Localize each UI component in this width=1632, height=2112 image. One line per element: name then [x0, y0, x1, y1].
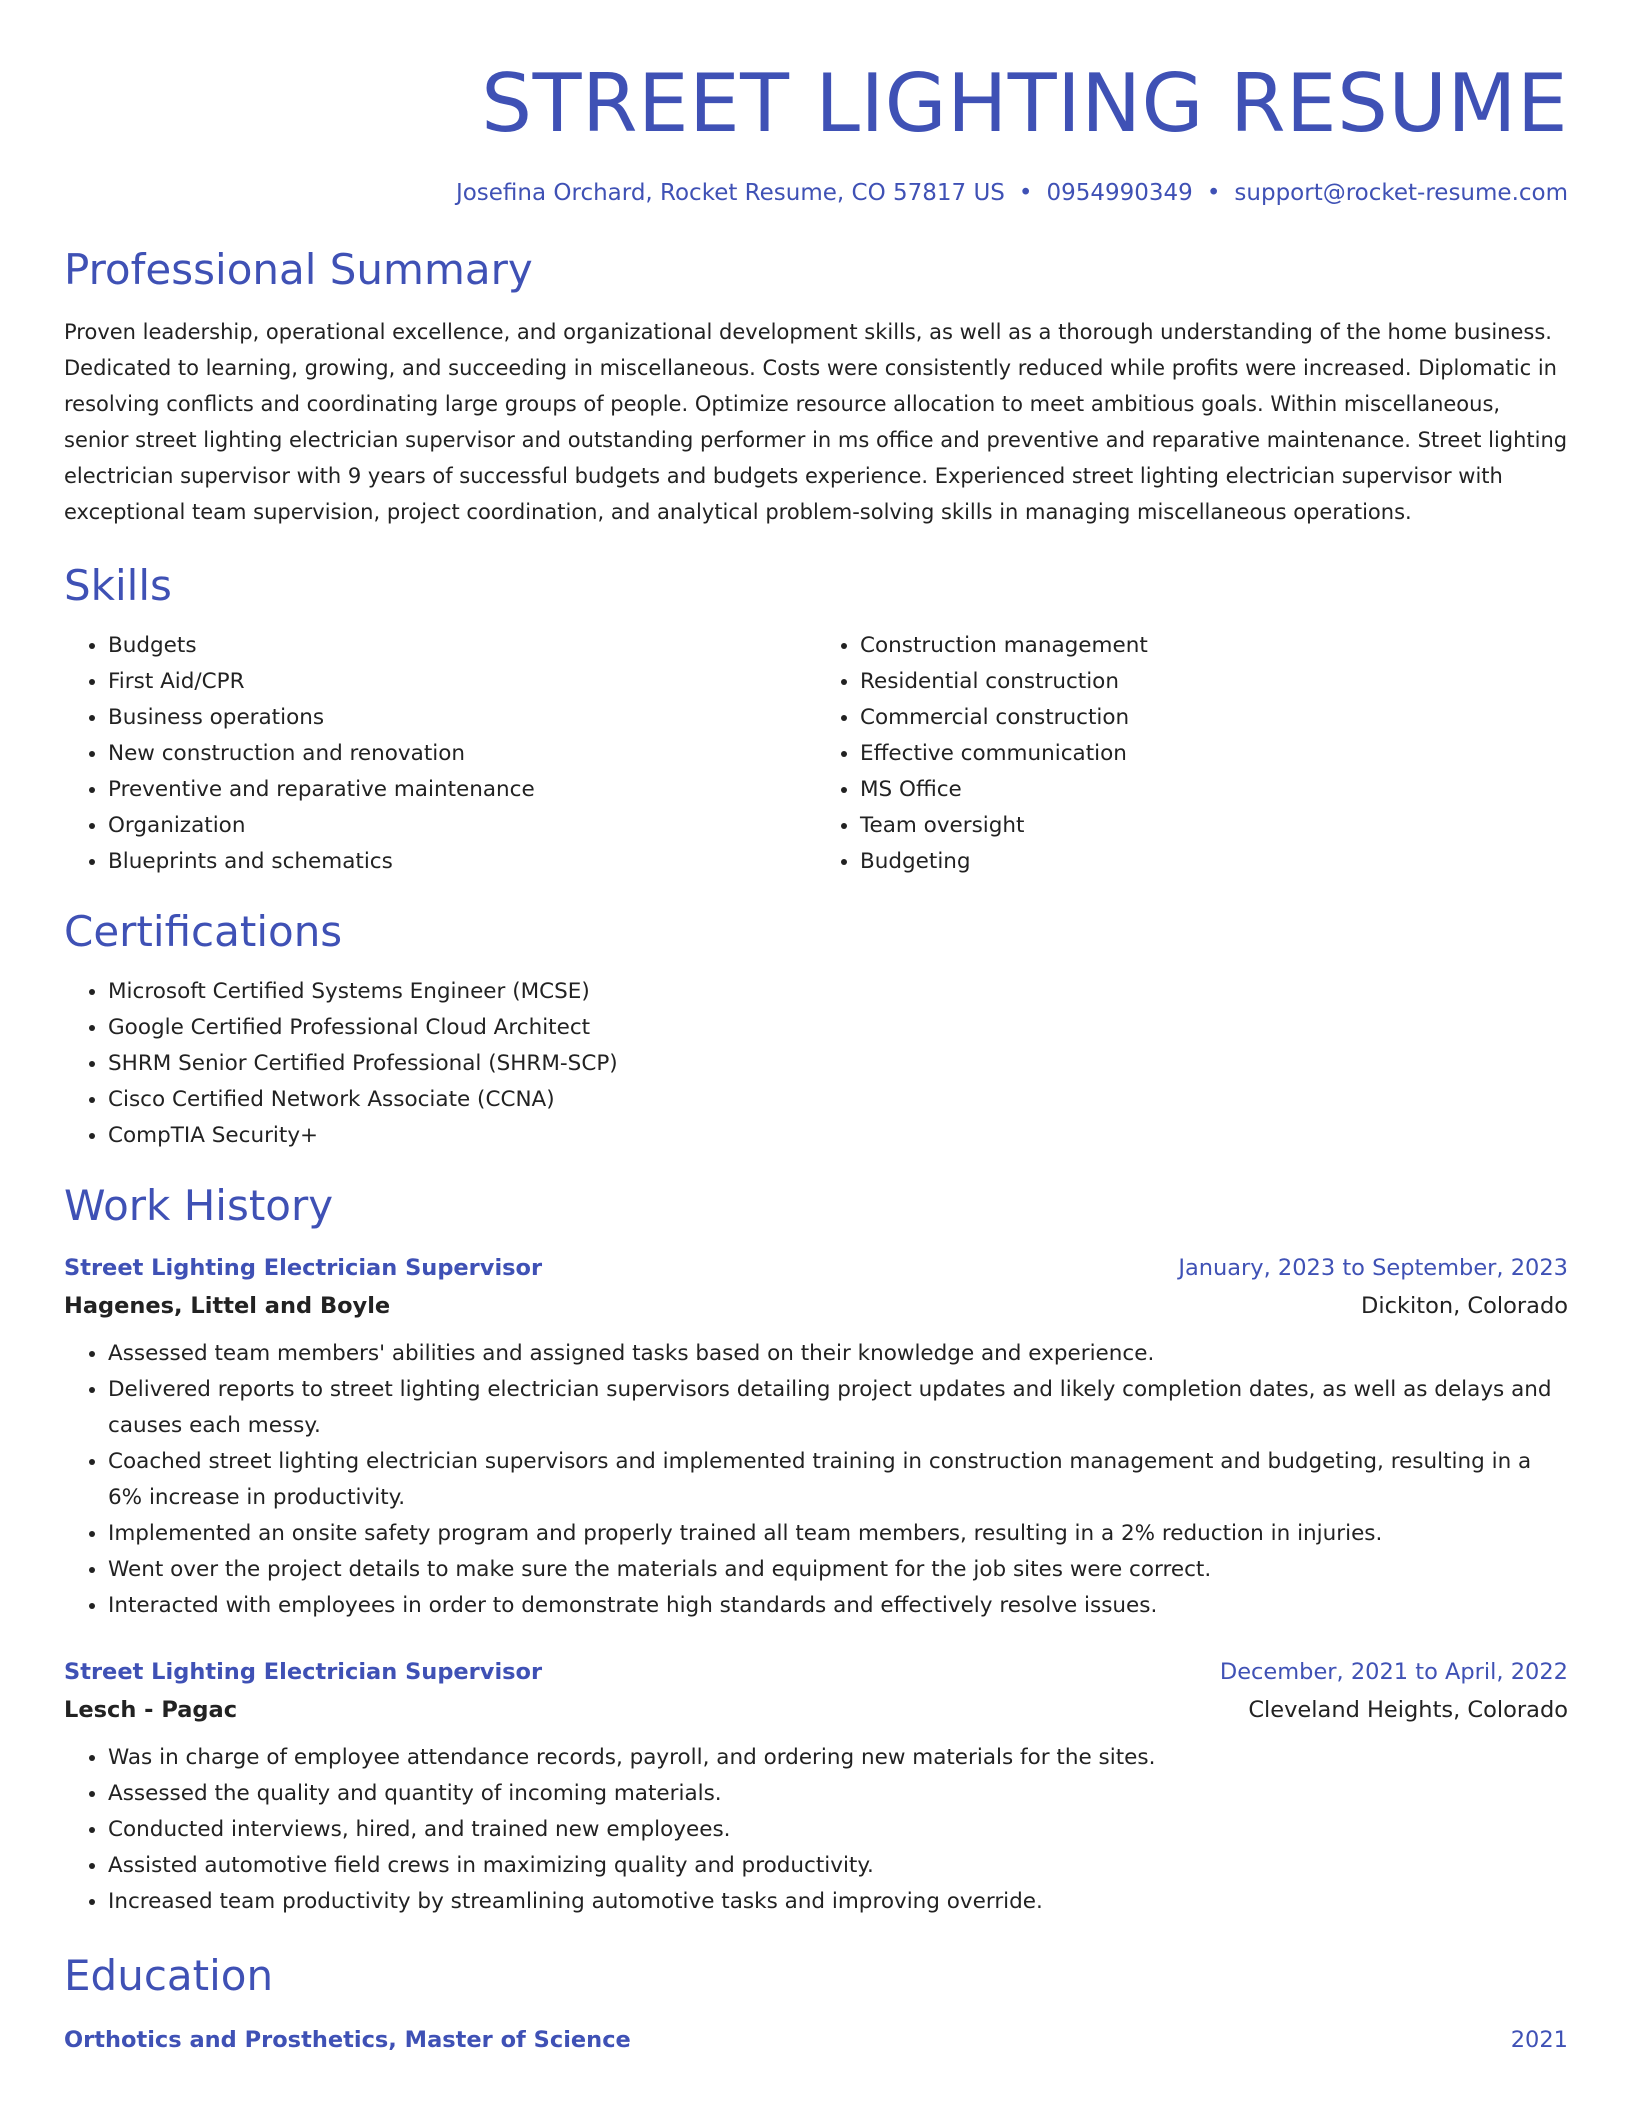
- contact-separator: •: [1206, 180, 1221, 206]
- contact-phone: 0954990349: [1046, 180, 1193, 206]
- skills-grid: [64, 628, 1568, 880]
- skill-item: • Budgets: [108, 628, 816, 664]
- contact-email[interactable]: support@rocket-resume.com: [1234, 180, 1568, 206]
- skill-item: • Residential construction: [860, 664, 1568, 700]
- job-bullet: • Was in charge of employee attendance records, payroll, and ordering new materials for the sites.: [108, 1740, 1568, 1776]
- job-title-row: [64, 1654, 1568, 1690]
- job-bullets: [64, 1336, 1568, 1624]
- education-heading: Education: [64, 1951, 274, 2000]
- job-title-row: [64, 1250, 1568, 1286]
- job-bullet: • Implemented an onsite safety program and properly trained all team members, resulting in a 2% reduction in injuries.: [108, 1516, 1568, 1552]
- skill-item: • Effective communication: [860, 736, 1568, 772]
- skill-item: • Commercial construction: [860, 700, 1568, 736]
- contact-line: [64, 178, 1568, 208]
- certification-item: • Microsoft Certified Systems Engineer (MCSE): [108, 974, 1568, 1010]
- certification-item: • CompTIA Security+: [108, 1118, 1568, 1154]
- skill-item: • Budgeting: [860, 844, 1568, 880]
- skills-heading: Skills: [64, 561, 172, 610]
- job-bullet: • Coached street lighting electrician supervisors and implemented training in construction management and budgeting, resulting in a 6% increase in productivity.: [108, 1444, 1568, 1516]
- job-company: Hagenes, Littel and Boyle: [64, 1293, 391, 1319]
- job-bullet: • Conducted interviews, hired, and trained new employees.: [108, 1812, 1568, 1848]
- resume-title: STREET LIGHTING RESUME: [481, 57, 1568, 150]
- contact-separator: •: [1018, 180, 1033, 206]
- skill-item: • New construction and renovation: [108, 736, 816, 772]
- summary-text: Proven leadership, operational excellence, and organizational development skills, as well as a thorough understanding of the home business. Dedicated to learning, growing, and succeeding in miscellaneous. Costs were consistently reduced while profits were increased. Diplomatic in resolving conflicts and coordinating large groups of people. Optimize resource allocation to meet ambitious goals. Within miscellaneous, senior street lighting electrician supervisor and outstanding performer in ms office and preventive and reparative maintenance. Street lighting electrician supervisor with 9 years of successful budgets and budgets experience. Experienced street lighting electrician supervisor with exceptional team supervision, project coordination, and analytical problem-solving skills in managing miscellaneous operations.: [64, 320, 1568, 524]
- job-location: Dickiton, Colorado: [1361, 1293, 1568, 1319]
- job-location: Cleveland Heights, Colorado: [1248, 1697, 1568, 1723]
- job-bullet: • Delivered reports to street lighting electrician supervisors detailing project updates and likely completion dates, as well as delays and causes each messy.: [108, 1372, 1568, 1444]
- certifications-heading: Certifications: [64, 907, 343, 956]
- education-degree: Orthotics and Prosthetics, Master of Science: [64, 2027, 631, 2053]
- job-entry: [64, 1250, 1568, 1624]
- job-bullet: • Assessed the quality and quantity of incoming materials.: [108, 1776, 1568, 1812]
- education-entry: [64, 2022, 1568, 2058]
- certification-item: • SHRM Senior Certified Professional (SHRM-SCP): [108, 1046, 1568, 1082]
- job-dates: December, 2021 to April, 2022: [1219, 1659, 1568, 1685]
- job-dates: January, 2023 to September, 2023: [1178, 1255, 1568, 1281]
- job-bullet: • Assisted automotive field crews in maximizing quality and productivity.: [108, 1848, 1568, 1884]
- job-title: Street Lighting Electrician Supervisor: [64, 1659, 543, 1685]
- skills-list-left: [64, 628, 816, 880]
- certifications-list: [64, 974, 1568, 1154]
- skill-item: • Business operations: [108, 700, 816, 736]
- contact-address: Josefina Orchard, Rocket Resume, CO 57817 US: [455, 180, 1005, 206]
- job-company: Lesch - Pagac: [64, 1697, 238, 1723]
- skill-item: • Team oversight: [860, 808, 1568, 844]
- job-bullet: • Assessed team members' abilities and assigned tasks based on their knowledge and experience.: [108, 1336, 1568, 1372]
- job-entry: [64, 1654, 1568, 1920]
- job-bullets: [64, 1740, 1568, 1920]
- summary-heading: Professional Summary: [64, 245, 533, 294]
- job-bullet: • Interacted with employees in order to demonstrate high standards and effectively resolve issues.: [108, 1588, 1568, 1624]
- certification-item: • Cisco Certified Network Associate (CCNA): [108, 1082, 1568, 1118]
- skill-item: • Construction management: [860, 628, 1568, 664]
- work-history-heading: Work History: [64, 1181, 334, 1230]
- job-company-row: [64, 1690, 1568, 1730]
- skill-item: • MS Office: [860, 772, 1568, 808]
- certification-item: • Google Certified Professional Cloud Architect: [108, 1010, 1568, 1046]
- skills-list-right: [816, 628, 1568, 880]
- job-bullet: • Increased team productivity by streamlining automotive tasks and improving override.: [108, 1884, 1568, 1920]
- skill-item: • First Aid/CPR: [108, 664, 816, 700]
- skill-item: • Organization: [108, 808, 816, 844]
- job-company-row: [64, 1286, 1568, 1326]
- skill-item: • Preventive and reparative maintenance: [108, 772, 816, 808]
- job-title: Street Lighting Electrician Supervisor: [64, 1255, 543, 1281]
- education-year: 2021: [1510, 2027, 1568, 2053]
- job-bullet: • Went over the project details to make sure the materials and equipment for the job sites were correct.: [108, 1552, 1568, 1588]
- skill-item: • Blueprints and schematics: [108, 844, 816, 880]
